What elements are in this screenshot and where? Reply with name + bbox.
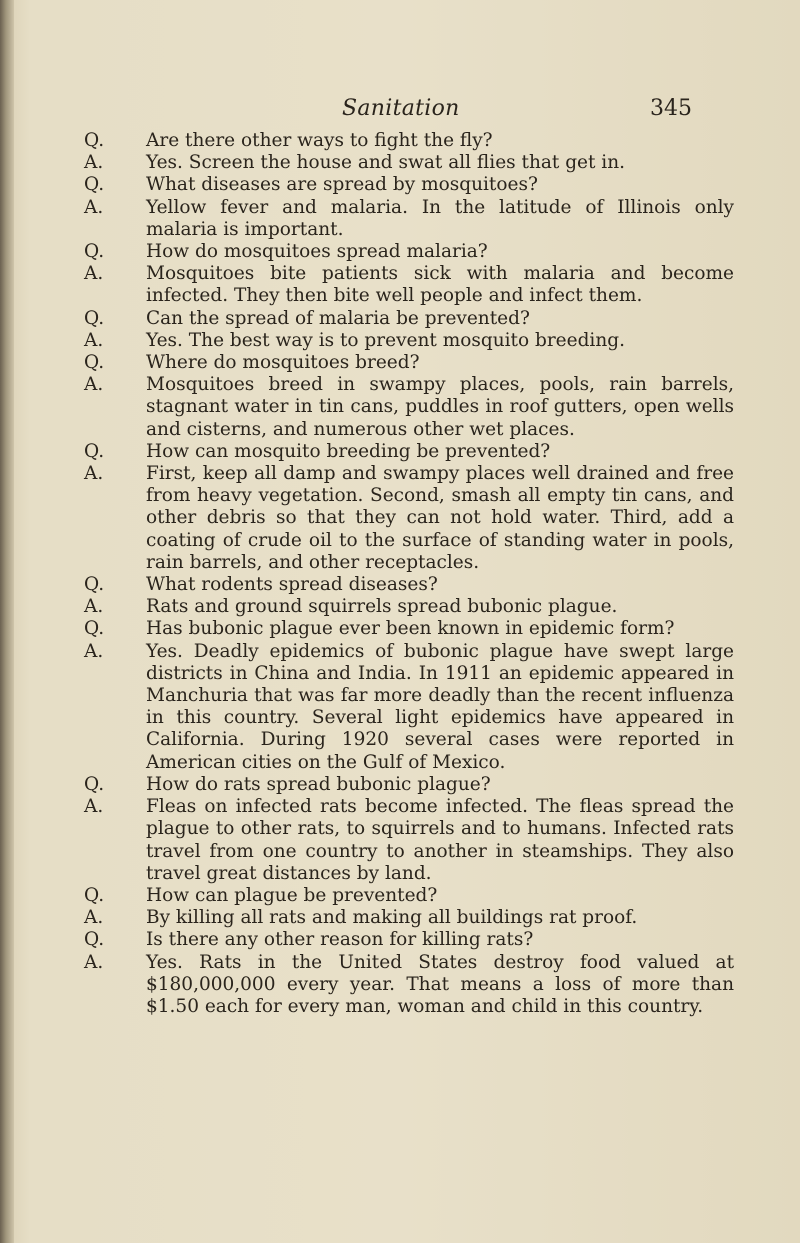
qa-marker: A. [84,796,104,818]
qa-marker: Q. [84,618,105,640]
qa-text: Yes. Deadly epidemics of bubonic plague have swept large districts in China and India. In 1911 an epidemic appeared in Manchuria that was far more deadly than the recent influenza in this country. Several light epidemics have appeared in California. During 1920 several cases were reported in American cities on the Gulf of Mexico. [146,640,734,773]
qa-marker: Q. [84,130,105,151]
qa-text: Are there other ways to fight the fly? [146,130,493,151]
qa-row-question [84,574,734,596]
qa-marker: A. [84,196,104,218]
qa-row-answer [84,463,734,574]
qa-text: How do mosquitoes spread malaria? [146,241,488,263]
qa-text: What diseases are spread by mosquitoes? [146,174,538,196]
qa-row-answer [84,596,734,618]
qa-text: By killing all rats and making all buildings rat proof. [146,907,638,929]
qa-text: Yellow fever and malaria. In the latitude of Illinois only malaria is important. [146,196,734,240]
qa-text: Can the spread of malaria be prevented? [146,307,530,329]
qa-row-answer [84,641,734,774]
qa-text: How do rats spread bubonic plague? [146,773,491,795]
qa-text: Mosquitoes breed in swampy places, pools, rain barrels, stagnant water in tin cans, puddles in roof gutters, open wells and cisterns, and numerous other wet places. [146,374,734,440]
qa-row-question [84,774,734,796]
qa-marker: Q. [84,884,105,906]
qa-row-answer [84,796,734,885]
qa-marker: A. [84,640,104,662]
qa-marker: Q. [84,241,105,263]
qa-text: Yes. The best way is to prevent mosquito breeding. [146,329,625,351]
qa-text: How can plague be prevented? [146,884,438,906]
qa-marker: Q. [84,352,105,374]
qa-row-question [84,241,734,263]
qa-row-answer [84,907,734,929]
qa-list [84,130,734,1018]
qa-marker: A. [84,907,104,929]
qa-row-question [84,352,734,374]
qa-marker: A. [84,329,104,351]
qa-marker: Q. [84,773,105,795]
qa-marker: A. [84,596,104,618]
qa-marker: A. [84,463,104,485]
qa-marker: Q. [84,307,105,329]
qa-text: Yes. Screen the house and swat all flies that get in. [146,152,626,174]
qa-marker: Q. [84,574,105,596]
qa-row-question [84,130,734,152]
qa-marker: Q. [84,174,105,196]
running-title: Sanitation [342,96,460,121]
qa-text: What rodents spread diseases? [146,574,438,596]
page-binding-edge [0,0,14,1243]
qa-text: How can mosquito breeding be prevented? [146,440,551,462]
qa-row-answer [84,152,734,174]
qa-marker: A. [84,951,104,973]
qa-marker: A. [84,263,104,285]
qa-marker: Q. [84,440,105,462]
qa-text: Fleas on infected rats become infected. The fleas spread the plague to other rats, to squirrels and to humans. Infected rats travel from one country to another in steamships. They also travel great distances by land. [146,796,734,884]
qa-text: First, keep all damp and swampy places well drained and free from heavy vegetation. Second, smash all empty tin cans, and other debris so that they can not hold water. Third, add a coating of crude oil to the surface of standing water in pools, rain barrels, and other receptacles. [146,463,734,573]
qa-row-question [84,885,734,907]
qa-row-question [84,174,734,196]
qa-row-question [84,441,734,463]
qa-marker: A. [84,152,104,174]
qa-text: Mosquitoes bite patients sick with malaria and become infected. They then bite well people and infect them. [146,263,734,307]
qa-row-answer [84,952,734,1019]
qa-marker: Q. [84,929,105,951]
page-number: 345 [650,96,692,121]
qa-row-question [84,308,734,330]
qa-row-question [84,618,734,640]
qa-text: Has bubonic plague ever been known in epidemic form? [146,618,675,640]
qa-text: Yes. Rats in the United States destroy food valued at $180,000,000 every year. That means a loss of more than $1.50 each for every man, woman and child in this country. [146,951,734,1017]
qa-row-answer [84,263,734,307]
qa-text: Rats and ground squirrels spread bubonic plague. [146,596,618,618]
page-header [0,96,800,128]
qa-row-answer [84,330,734,352]
qa-marker: A. [84,374,104,396]
qa-text: Is there any other reason for killing rats? [146,929,534,951]
qa-row-question [84,929,734,951]
qa-row-answer [84,197,734,241]
qa-row-answer [84,374,734,441]
qa-text: Where do mosquitoes breed? [146,352,420,374]
